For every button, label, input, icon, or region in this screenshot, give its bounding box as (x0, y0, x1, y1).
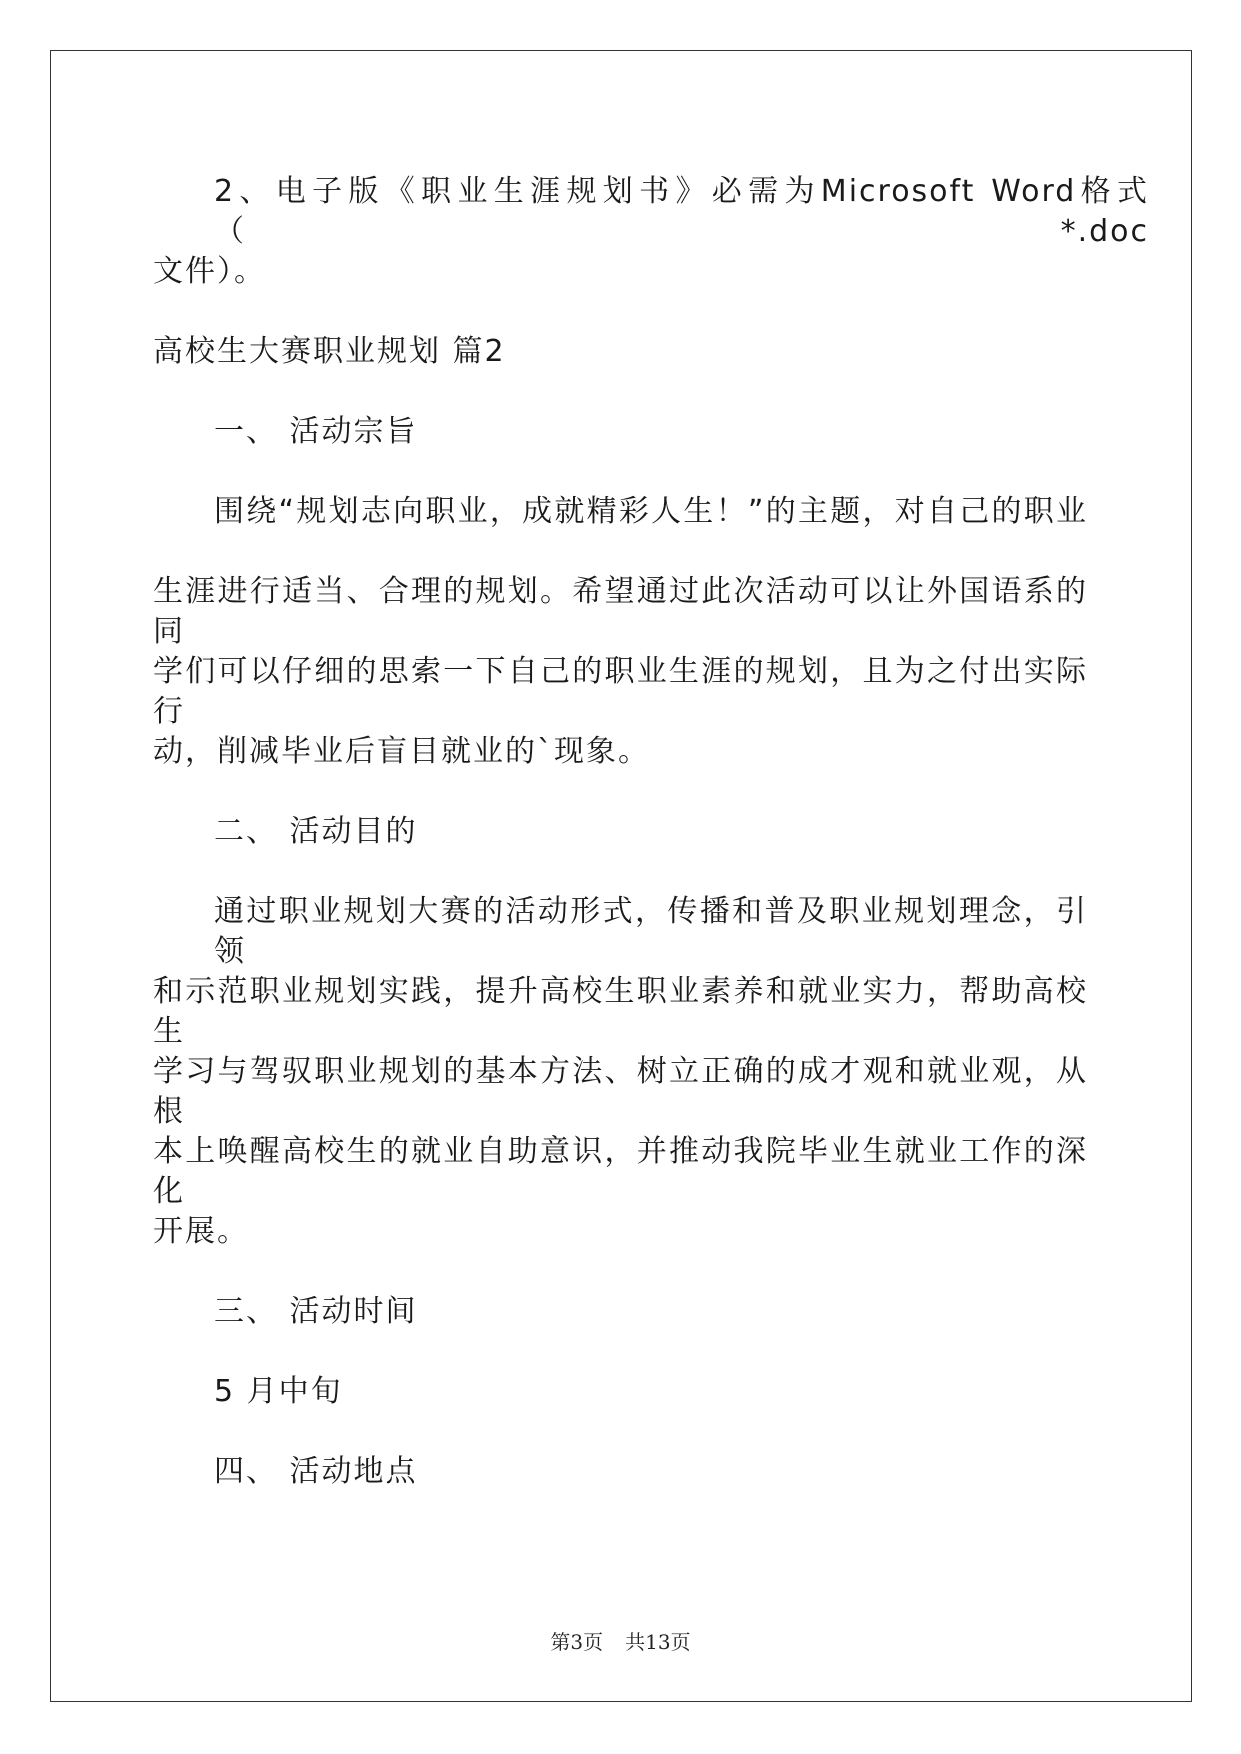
body-line-1: 2、电子版《职业生涯规划书》必需为Microsoft Word格式（*.doc (214, 174, 1149, 249)
body-line-6: 生涯进行适当、合理的规划。希望通过此次活动可以让外国语系的同 (153, 574, 1088, 649)
page-number-current: 第3页 (550, 1630, 604, 1654)
body-line-7: 学们可以仔细的思索一下自己的职业生涯的规划，且为之付出实际行 (153, 654, 1088, 729)
body-line-12: 学习与驾驭职业规划的基本方法、树立正确的成才观和就业观，从根 (153, 1054, 1088, 1129)
body-line-10: 通过职业规划大赛的活动形式，传播和普及职业规划理念，引领 (214, 894, 1088, 969)
heading-purpose: 一、 活动宗旨 (214, 414, 418, 449)
body-line-2: 文件）。 (153, 254, 266, 289)
body-line-5: 围绕“规划志向职业，成就精彩人生！”的主题，对自己的职业 (214, 494, 1088, 529)
heading-location: 四、 活动地点 (214, 1454, 418, 1489)
body-line-8: 动，削减毕业后盲目就业的`现象。 (153, 734, 650, 769)
body-line-time-value: 5 月中旬 (214, 1374, 343, 1409)
body-line-11: 和示范职业规划实践，提升高校生职业素养和就业实力，帮助高校生 (153, 974, 1088, 1049)
heading-time: 三、 活动时间 (214, 1294, 418, 1329)
heading-goal: 二、 活动目的 (214, 814, 418, 849)
body-line-13: 本上唤醒高校生的就业自助意识，并推动我院毕业生就业工作的深化 (153, 1134, 1088, 1209)
page-number-total: 共13页 (625, 1630, 691, 1654)
page-footer (0, 1628, 1241, 1656)
body-line-14: 开展。 (153, 1214, 249, 1249)
section-heading-2: 高校生大赛职业规划 篇2 (153, 334, 506, 369)
